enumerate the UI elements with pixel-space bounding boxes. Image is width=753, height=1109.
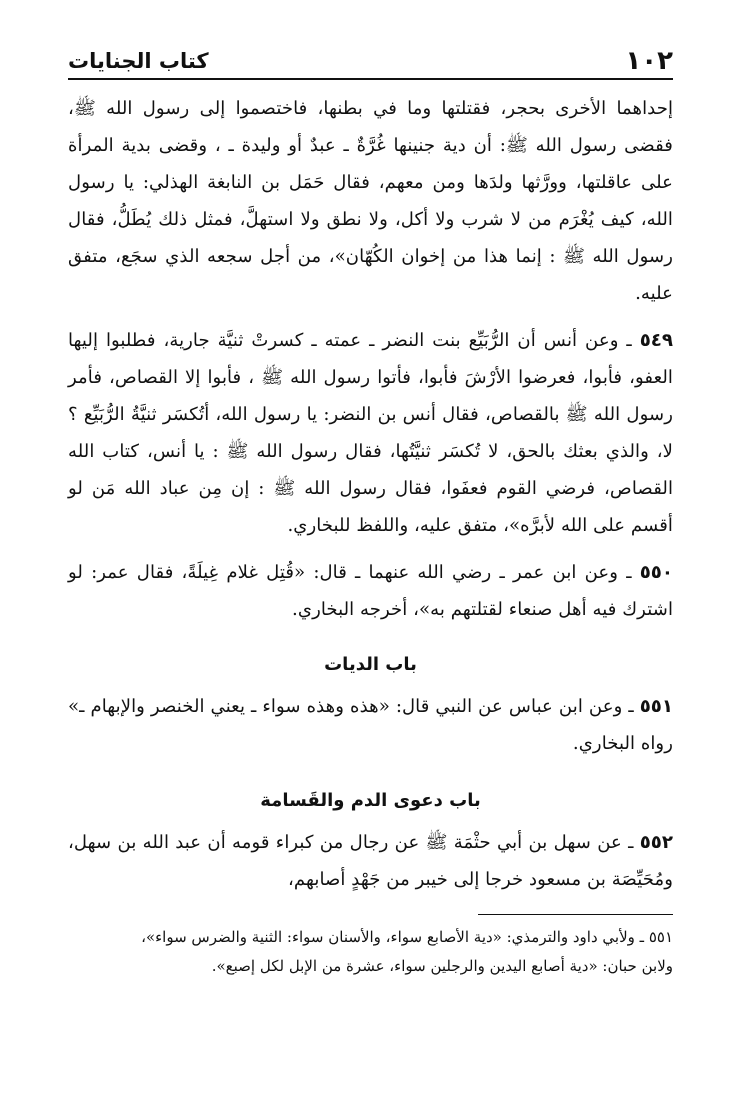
- footnote-divider: [478, 914, 673, 915]
- section-heading-qasama: باب دعوى الدم والقَسامة: [260, 790, 481, 811]
- hadith-549: [68, 322, 673, 544]
- hadith-text: ـ وعن ابن عباس عن النبي قال: «هذه وهذه سواء ـ يعني الخنصر والإبهام ـ» رواه البخاري.: [68, 696, 673, 754]
- hadith-552: [68, 824, 673, 898]
- hadith-text: ـ وعن ابن عمر ـ رضي الله عنهما ـ قال: «قُتِل غلام غِيلَةً، فقال عمر: لو اشترك فيه أهل صنعاء لقتلتهم به»، أخرجه البخاري.: [68, 562, 673, 620]
- footnotes: [68, 923, 673, 981]
- hadith-number: ٥٥٠: [639, 562, 673, 583]
- footnote-551-line-1: ٥٥١ ـ ولأبي داود والترمذي: «دية الأصابع سواء، والأسنان سواء: الثنية والضرس سواء»،: [141, 928, 673, 946]
- hadith-551: [68, 688, 673, 762]
- page-header: [68, 40, 673, 80]
- hadith-text: ـ عن سهل بن أبي حثْمَة ﷺ عن رجال من كبراء قومه أن عبد الله بن سهل، ومُحَيِّصَة بن مسعود خرجا إلى خيبر من جَهْدٍ أصابهم،: [68, 832, 673, 890]
- hadith-number: ٥٥١: [639, 696, 673, 717]
- hadith-number: ٥٥٢: [639, 832, 673, 853]
- paragraph-intro: إحداهما الأخرى بحجر، فقتلتها وما في بطنها، فاختصموا إلى رسول الله ﷺ، فقضى رسول الله ﷺ: أن دية جنينها غُرَّةٌ ـ عبدٌ أو وليدة ـ ، وقضى بدية المرأة على عاقلتها، وورَّثها ولدَها ومن معهم، فقال حَمَل بن النابغة الهذلي: يا رسول الله، كيف يُغْرَم من لا شرب ولا أكل، ولا نطق ولا استهلَّ، فمثل ذلك يُطَلُّ، فقال رسول الله ﷺ : إنما هذا من إخوان الكُهّان»، من أجل سجعه الذي سجَع، متفق عليه.: [68, 98, 673, 304]
- hadith-550: [68, 554, 673, 628]
- running-title: كتاب الجنايات: [68, 49, 209, 73]
- footnote-551-line-2: ولابن حبان: «دية أصابع اليدين والرجلين سواء، عشرة من الإبل لكل إصبع».: [211, 957, 673, 975]
- hadith-number: ٥٤٩: [639, 330, 673, 351]
- book-page: [68, 40, 673, 981]
- page-number: ١٠٢: [625, 46, 673, 76]
- hadith-text: ـ وعن أنس أن الرُّبَيِّع بنت النضر ـ عمته ـ كسرتْ ثنيَّة جارية، فطلبوا إليها العفو، فأبوا، فعرضوا الأرْشَ فأبوا، فأتوا رسول الله ﷺ ، فأبوا إلا القصاص، فأمر رسول الله ﷺ بالقصاص، فقال أنس بن النضر: يا رسول الله، أتُكسَر ثنيَّةُ الرُّبَيِّع ؟ لا، والذي بعثك بالحق، لا تُكسَر ثنيَّتُها، فقال رسول الله ﷺ : يا أنس، كتاب الله القصاص، فرضي القوم فعفَوا، فقال رسول الله ﷺ : إن مِن عباد الله مَن لو أقسم على الله لأبرَّه»، متفق عليه، واللفظ للبخاري.: [68, 330, 673, 536]
- section-heading-diyat: باب الديات: [324, 654, 417, 675]
